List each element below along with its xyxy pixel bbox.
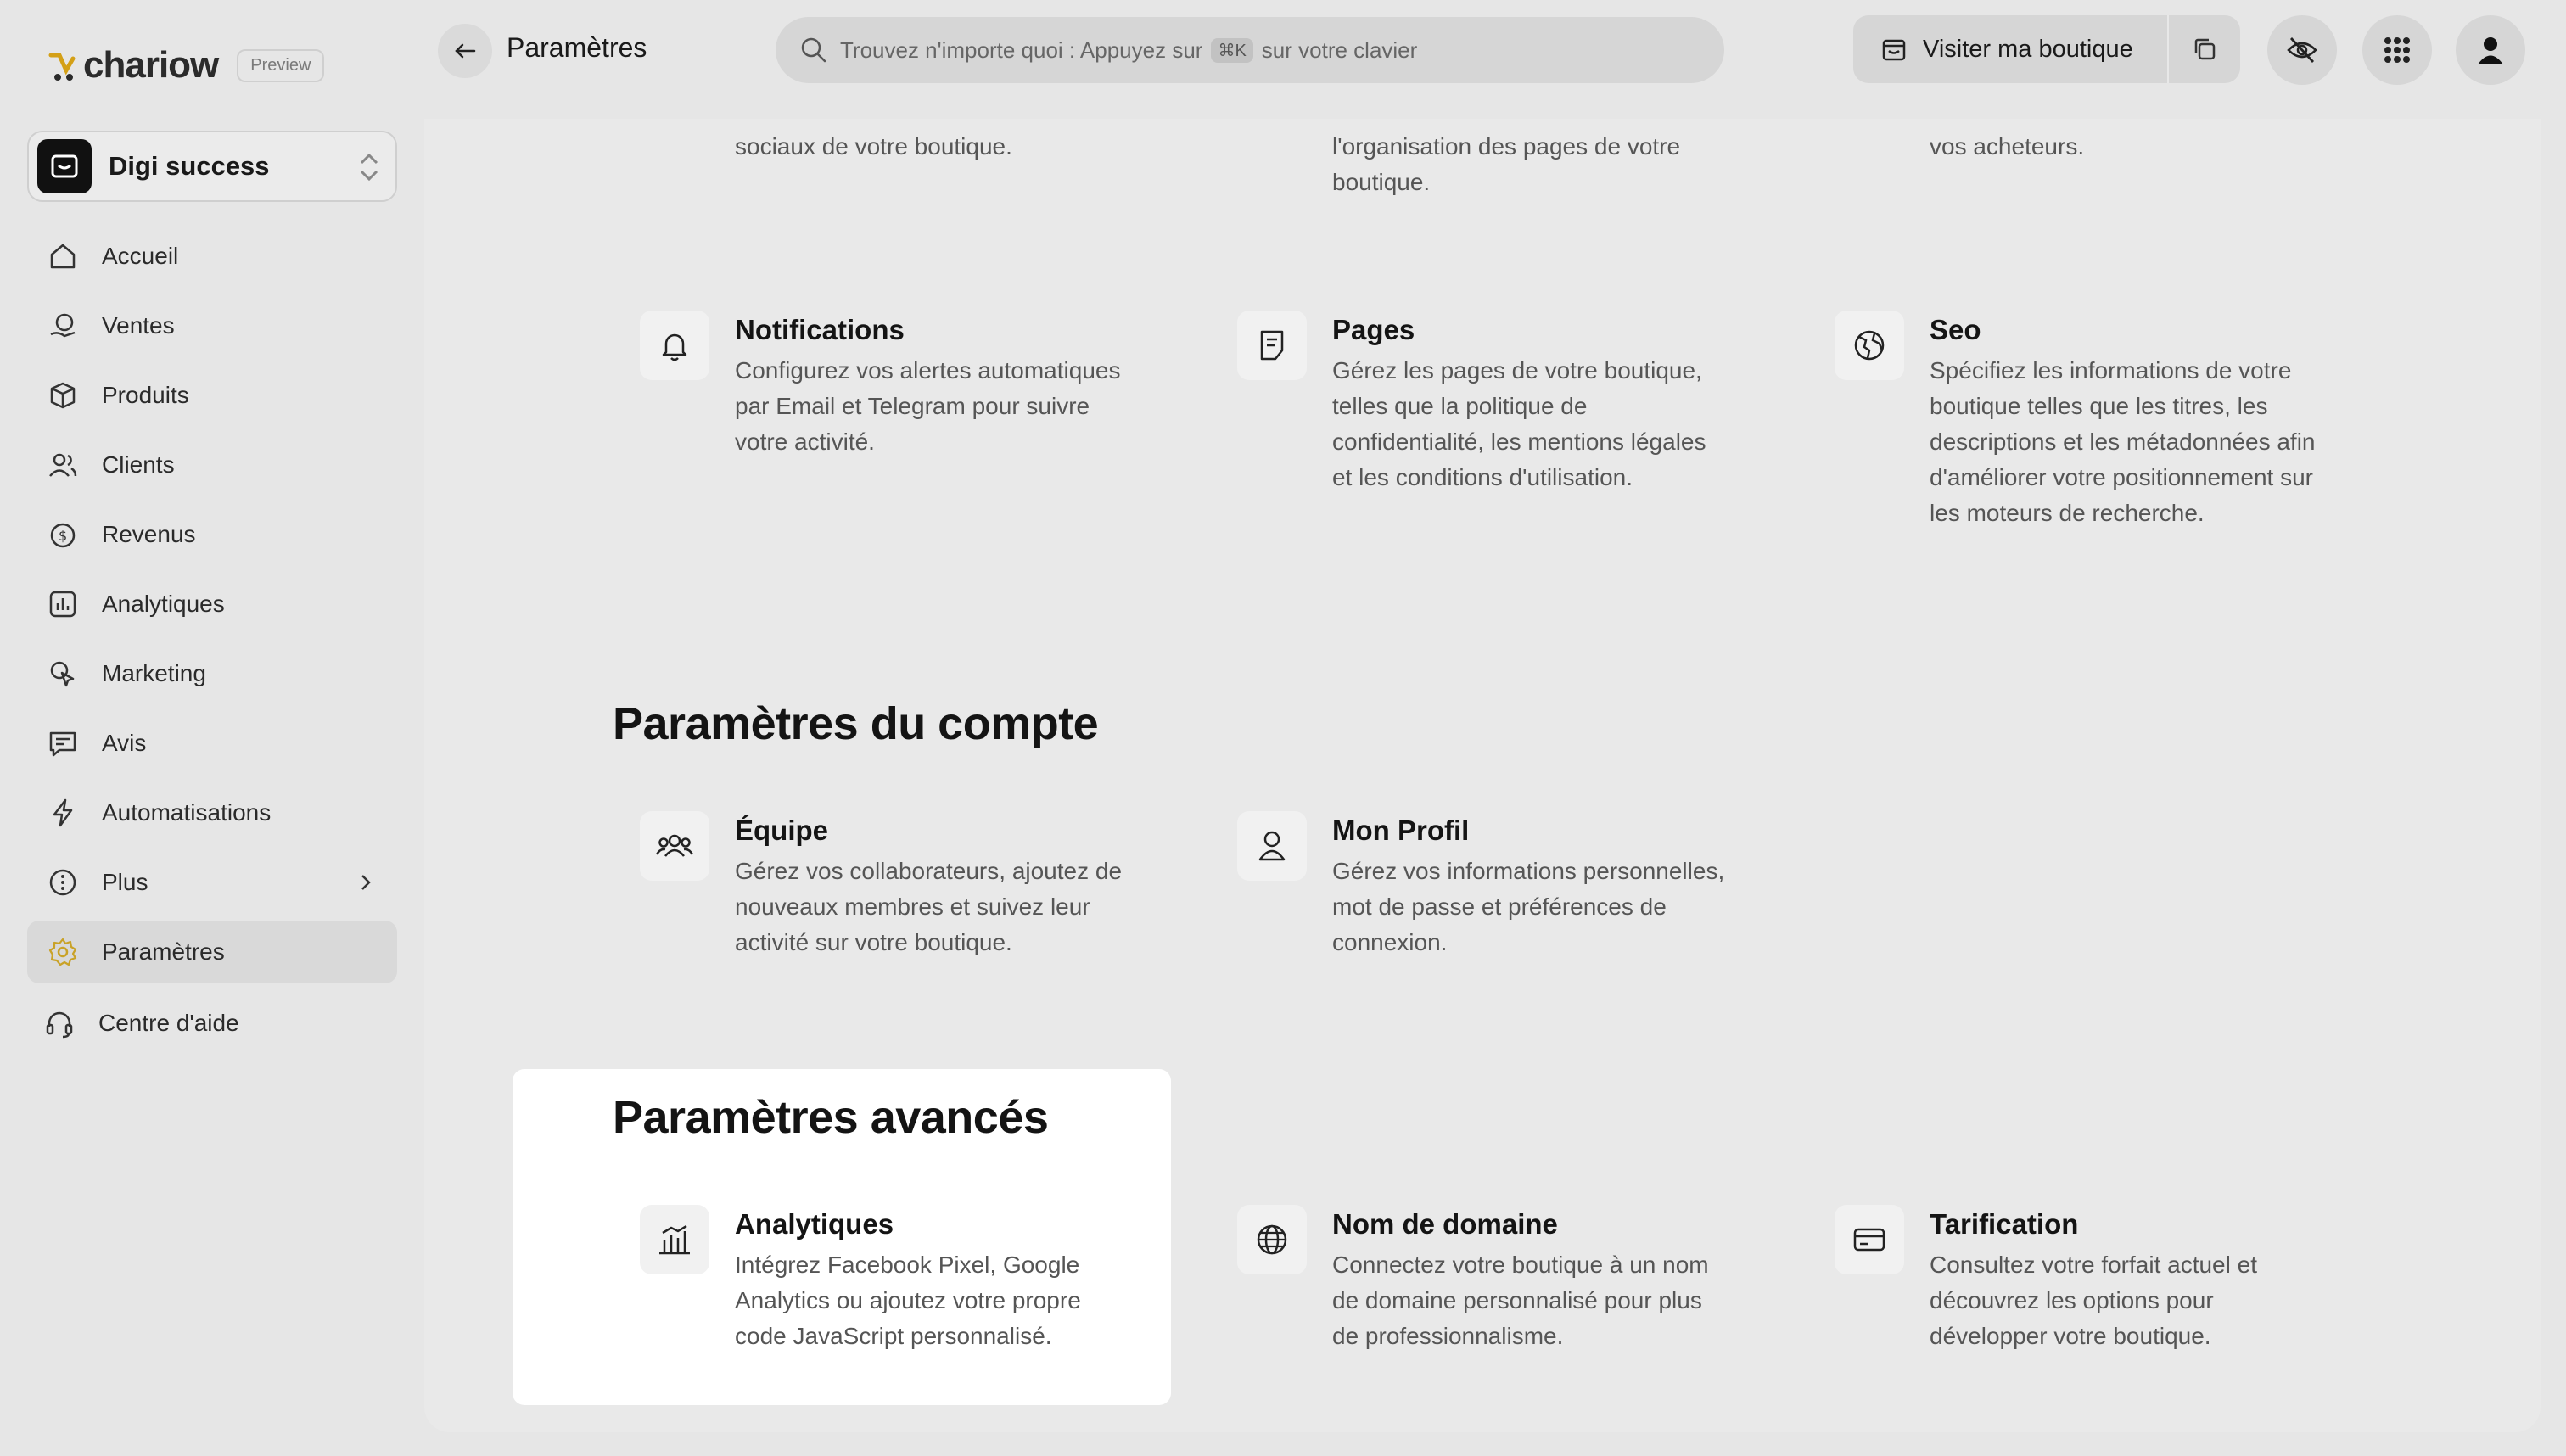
reviews-icon <box>46 726 80 760</box>
sidebar-item-marketing[interactable] <box>27 642 397 705</box>
bolt-icon <box>46 796 80 830</box>
search-bar[interactable] <box>776 17 1724 83</box>
eye-off-icon <box>2285 33 2319 67</box>
sidebar-item-plus[interactable] <box>27 851 397 914</box>
search-placeholder-suffix: sur votre clavier <box>1261 36 1418 63</box>
page-title: Paramètres <box>507 32 647 63</box>
copy-link-button[interactable] <box>2169 15 2240 83</box>
card-description: Spécifiez les informations de votre boutique telles que les titres, les descriptions et les métadonnées afin d'améliorer votre positionnement sur les moteurs de recherche. <box>1930 357 2316 526</box>
arrow-left-icon <box>452 38 478 64</box>
sidebar-item-parametres[interactable] <box>27 921 397 983</box>
sidebar-item-clients[interactable] <box>27 434 397 496</box>
card-desc-partial: vos acheteurs. <box>1930 133 2085 160</box>
card-title: Pages <box>1332 314 1415 345</box>
apps-menu-button[interactable] <box>2362 15 2432 85</box>
section-title-account: Paramètres du compte <box>613 698 1099 749</box>
card-description: Gérez vos informations personnelles, mot de passe et préférences de connexion. <box>1332 858 1725 955</box>
search-placeholder-prefix: Trouvez n'importe quoi : Appuyez sur <box>840 36 1203 63</box>
sidebar-item-label: Revenus <box>102 521 196 547</box>
users-icon <box>46 448 80 482</box>
bell-icon <box>640 311 709 380</box>
sidebar-item-label: Analytiques <box>102 591 225 617</box>
grid-icon <box>2380 33 2414 67</box>
user-icon <box>1237 811 1307 881</box>
sidebar-item-label: Avis <box>102 730 147 756</box>
user-avatar-icon <box>2474 33 2507 67</box>
sidebar-item-label: Paramètres <box>102 938 225 965</box>
page-icon <box>1237 311 1307 380</box>
sidebar-item-avis[interactable] <box>27 712 397 775</box>
hide-preview-button[interactable] <box>2267 15 2337 85</box>
preview-badge: Preview <box>237 49 324 82</box>
store-avatar-icon <box>37 139 92 193</box>
home-icon <box>46 239 80 273</box>
card-description: Intégrez Facebook Pixel, Google Analytics ou ajoutez votre propre code JavaScript personnalisé. <box>735 1252 1081 1349</box>
sidebar-item-label: Plus <box>102 869 148 895</box>
chariow-logo-icon <box>48 48 80 82</box>
sidebar-item-label: Accueil <box>102 243 179 269</box>
help-center-label: Centre d'aide <box>98 1010 239 1036</box>
sidebar-item-automatisations[interactable] <box>27 781 397 844</box>
box-icon <box>46 378 80 412</box>
brand-logo[interactable] <box>48 44 324 87</box>
card-description: Gérez les pages de votre boutique, telles que la politique de confidentialité, les mentions légales et les conditions d'utilisation. <box>1332 357 1706 490</box>
revenue-icon <box>46 518 80 552</box>
card-description: Configurez vos alertes automatiques par Email et Telegram pour suivre votre activité. <box>735 357 1121 455</box>
gear-icon <box>46 935 80 969</box>
svg-text:$: $ <box>59 528 68 544</box>
sales-icon <box>46 309 80 343</box>
sidebar-item-produits[interactable] <box>27 364 397 427</box>
sidebar-item-label: Produits <box>102 382 189 408</box>
sidebar-item-ventes[interactable] <box>27 294 397 357</box>
storefront-icon <box>1880 36 1908 63</box>
card-desc-partial: sociaux de votre boutique. <box>735 133 1012 160</box>
sidebar-item-analytiques[interactable] <box>27 573 397 636</box>
account-menu-button[interactable] <box>2456 15 2525 85</box>
globe-seo-icon <box>1835 311 1904 380</box>
back-button[interactable] <box>438 24 492 78</box>
card-title: Équipe <box>735 815 829 846</box>
sidebar-item-label: Clients <box>102 451 175 478</box>
sidebar <box>0 0 424 1456</box>
sidebar-item-revenus[interactable] <box>27 503 397 566</box>
sidebar-item-label: Automatisations <box>102 799 272 826</box>
store-switcher[interactable] <box>27 131 397 202</box>
team-icon <box>640 811 709 881</box>
headset-icon <box>42 1006 76 1040</box>
credit-card-icon <box>1835 1205 1904 1274</box>
sidebar-item-accueil[interactable] <box>27 225 397 288</box>
help-center-link[interactable] <box>27 992 397 1055</box>
card-desc-partial: boutique. <box>1332 169 1431 195</box>
sidebar-item-label: Marketing <box>102 660 206 686</box>
brand-name: chariow <box>83 44 219 86</box>
visit-store-group <box>1853 15 2240 83</box>
card-title: Analytiques <box>735 1208 894 1240</box>
store-name: Digi success <box>109 151 270 181</box>
more-icon <box>46 865 80 899</box>
card-title: Tarification <box>1930 1208 2079 1240</box>
chevron-updown-icon <box>356 148 382 187</box>
visit-store-button[interactable] <box>1853 15 2169 83</box>
card-title: Mon Profil <box>1332 815 1470 846</box>
card-description: Gérez vos collaborateurs, ajoutez de nouveaux membres et suivez leur activité sur votre boutique. <box>735 858 1123 955</box>
card-title: Notifications <box>735 314 905 345</box>
visit-store-label: Visiter ma boutique <box>1923 35 2133 63</box>
search-icon <box>799 36 828 64</box>
sidebar-nav <box>27 225 397 1061</box>
card-title: Seo <box>1930 314 1981 345</box>
search-shortcut-badge: ⌘K <box>1211 38 1252 63</box>
copy-icon <box>2191 36 2218 63</box>
globe-icon <box>1237 1205 1307 1274</box>
card-title: Nom de domaine <box>1332 1208 1558 1240</box>
chevron-right-icon <box>353 870 378 895</box>
section-title-advanced: Paramètres avancés <box>613 1092 1049 1143</box>
marketing-icon <box>46 657 80 691</box>
card-description: Consultez votre forfait actuel et découvrez les options pour développer votre boutique. <box>1930 1252 2257 1349</box>
card-description: Connectez votre boutique à un nom de domaine personnalisé pour plus de professionnalisme. <box>1332 1252 1709 1349</box>
analytics-chart-icon <box>640 1205 709 1274</box>
analytics-icon <box>46 587 80 621</box>
sidebar-item-label: Ventes <box>102 312 175 339</box>
card-desc-partial: l'organisation des pages de votre <box>1332 133 1681 160</box>
